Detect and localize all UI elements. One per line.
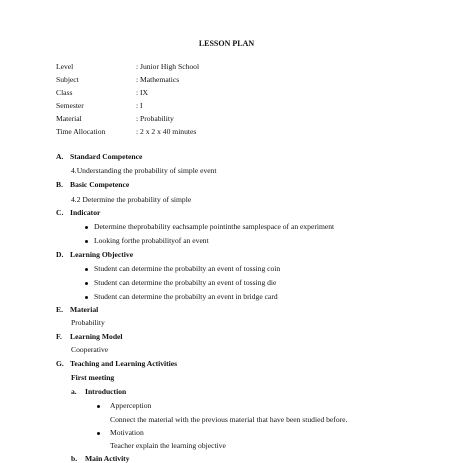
apperception-title: Apperception [110, 401, 152, 410]
bullet-icon [85, 226, 88, 229]
section-e-heading: Material [70, 305, 99, 314]
info-label-time: Time Allocation [56, 127, 106, 136]
bullet-icon [85, 268, 88, 271]
page-title: LESSON PLAN [198, 39, 255, 48]
info-value-subject: : Mathematics [136, 75, 180, 84]
section-e-body: Probability [71, 318, 105, 327]
indicator-item: Determine theprobability eachsample pointinthe samplespace of an experiment [94, 222, 335, 231]
main-activity-letter: b. [71, 454, 78, 463]
motivation-text: Teacher explain the learning objective [110, 441, 226, 450]
section-d-heading: Learning Objective [70, 250, 134, 259]
bullet-icon [85, 282, 88, 285]
bullet-icon [85, 296, 88, 299]
objective-item: Student can determine the probabilty an event in bridge card [94, 292, 278, 301]
info-value-class: : IX [136, 88, 149, 97]
introduction-letter: a. [71, 387, 77, 396]
section-c-letter: C. [56, 208, 64, 217]
section-b-body: 4.2 Determine the probability of simple [71, 195, 192, 204]
objective-item: Student can determine the probabilty an event of tossing coin [94, 264, 281, 273]
indicator-item: Looking forthe probabilityof an event [94, 236, 209, 245]
section-a-letter: A. [56, 152, 64, 161]
introduction-heading: Introduction [85, 387, 127, 396]
section-f-body: Cooperative [71, 345, 109, 354]
objective-item: Student can determine the probabilty an event of tossing die [94, 278, 277, 287]
info-label-class: Class [56, 88, 73, 97]
info-label-level: Level [56, 62, 74, 71]
info-label-semester: Semester [56, 101, 84, 110]
section-g-letter: G. [56, 359, 64, 368]
info-value-material: : Probability [136, 114, 174, 123]
section-a-body: 4.Understanding the probability of simple event [71, 166, 217, 175]
bullet-icon [85, 240, 88, 243]
info-value-time: : 2 x 2 x 40 minutes [136, 127, 197, 136]
section-f-letter: F. [56, 332, 62, 341]
section-b-heading: Basic Competence [70, 180, 130, 189]
info-value-semester: : I [136, 101, 143, 110]
section-c-heading: Indicator [70, 208, 101, 217]
motivation-title: Motivation [110, 428, 144, 437]
bullet-icon [97, 405, 100, 408]
apperception-text: Connect the material with the previous material that have been studied before. [110, 415, 348, 424]
first-meeting-label: First meeting [71, 373, 115, 382]
section-f-heading: Learning Model [70, 332, 123, 341]
info-label-material: Material [56, 114, 82, 123]
info-value-level: : Junior High School [136, 62, 200, 71]
section-a-heading: Standard Competence [70, 152, 143, 161]
section-d-letter: D. [56, 250, 64, 259]
section-b-letter: B. [56, 180, 63, 189]
section-g-heading: Teaching and Learning Activities [70, 359, 178, 368]
section-e-letter: E. [56, 305, 63, 314]
bullet-icon [97, 432, 100, 435]
info-label-subject: Subject [56, 75, 79, 84]
main-activity-heading: Main Activity [85, 454, 130, 463]
